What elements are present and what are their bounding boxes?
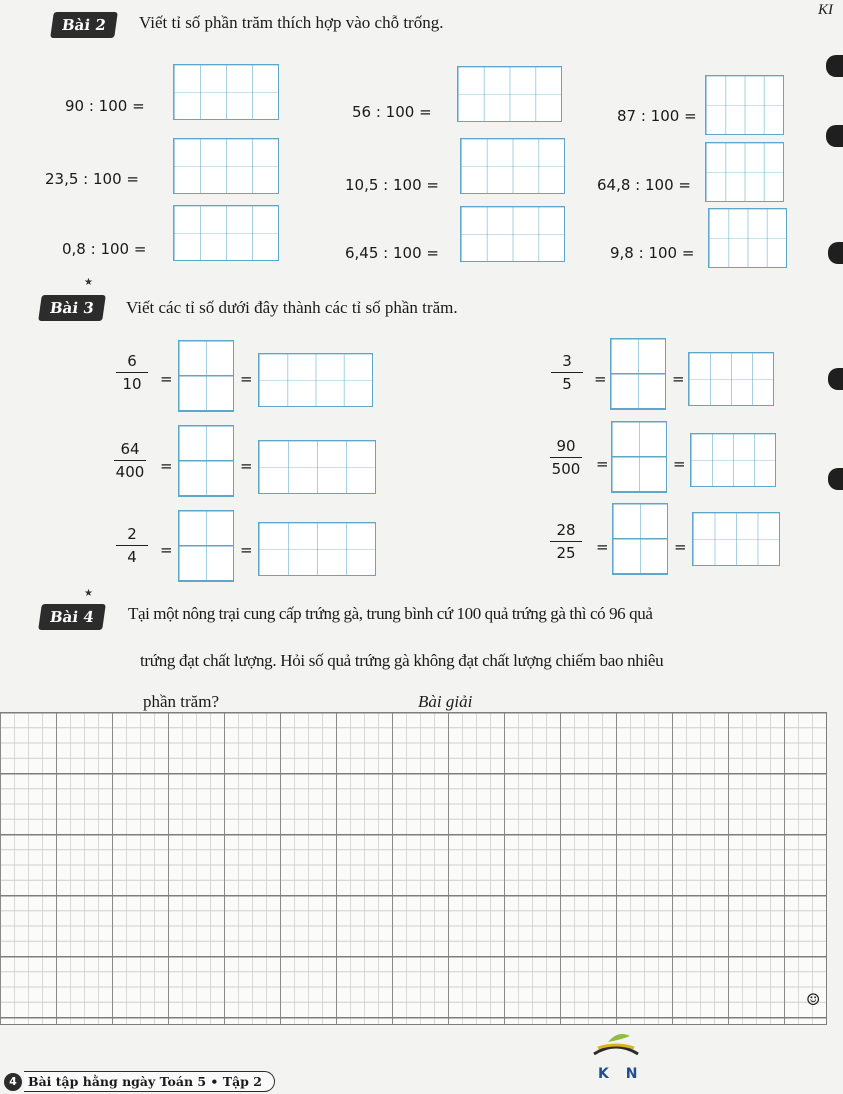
star-icon: ★ <box>84 588 93 599</box>
answer-box[interactable] <box>173 64 279 120</box>
equals-sign: = <box>240 370 253 388</box>
percent-answer-box[interactable] <box>258 353 373 407</box>
bai2-expr-6: 64,8 : 100 = <box>597 176 691 194</box>
bai2-expr-3: 87 : 100 = <box>617 107 697 125</box>
bai2-badge: Bài 2 <box>50 12 117 38</box>
answer-box[interactable] <box>708 208 787 268</box>
page-number: 4 <box>4 1073 22 1091</box>
fraction-answer-box[interactable] <box>610 338 666 410</box>
side-decoration-2 <box>826 125 843 147</box>
mascot-icon: ☺ <box>806 990 821 1009</box>
equals-sign: = <box>672 370 685 388</box>
side-decoration-4 <box>828 368 843 390</box>
bai2-expr-5: 10,5 : 100 = <box>345 176 439 194</box>
fraction-answer-box[interactable] <box>178 340 234 412</box>
side-decoration-1 <box>826 55 843 77</box>
equals-sign: = <box>160 457 173 475</box>
equals-sign: = <box>160 370 173 388</box>
equals-sign: = <box>594 370 607 388</box>
side-decoration-5 <box>828 468 843 490</box>
book-logo-icon <box>586 1028 646 1068</box>
book-title: Bài tập hằng ngày Toán 5 • Tập 2 <box>24 1071 275 1092</box>
equals-sign: = <box>240 457 253 475</box>
bai3-instruction: Viết các tỉ số dưới đây thành các tỉ số phần trăm. <box>126 298 458 317</box>
percent-answer-box[interactable] <box>258 440 376 494</box>
bai4-line-3: phần trăm? <box>143 692 219 711</box>
answer-box[interactable] <box>460 138 565 194</box>
logo-text: K N <box>598 1066 644 1082</box>
answer-box[interactable] <box>460 206 565 262</box>
bai4-line-2: trứng đạt chất lượng. Hỏi số quả trứng gà không đạt chất lượng chiếm bao nhiêu <box>140 651 664 670</box>
answer-box[interactable] <box>705 142 784 202</box>
side-decoration-3 <box>828 242 843 264</box>
bai2-expr-9: 9,8 : 100 = <box>610 244 695 262</box>
equals-sign: = <box>240 541 253 559</box>
equals-sign: = <box>673 455 686 473</box>
corner-text: KI <box>818 2 833 18</box>
bai2-expr-7: 0,8 : 100 = <box>62 240 147 258</box>
star-icon: ★ <box>84 277 93 288</box>
fraction: 64 400 <box>115 440 145 481</box>
fraction-answer-box[interactable] <box>178 510 234 582</box>
percent-answer-box[interactable] <box>258 522 376 576</box>
fraction: 3 5 <box>545 352 589 393</box>
bai2-instruction: Viết tỉ số phần trăm thích hợp vào chỗ trống. <box>139 13 444 32</box>
equals-sign: = <box>674 538 687 556</box>
solution-grid[interactable] <box>0 712 827 1025</box>
fraction-answer-box[interactable] <box>612 503 668 575</box>
bai2-expr-8: 6,45 : 100 = <box>345 244 439 262</box>
equals-sign: = <box>596 455 609 473</box>
equals-sign: = <box>160 541 173 559</box>
answer-box[interactable] <box>173 205 279 261</box>
bai4-line-1: Tại một nông trại cung cấp trứng gà, trung bình cứ 100 quả trứng gà thì có 96 quả <box>128 604 653 623</box>
percent-answer-box[interactable] <box>692 512 780 566</box>
bai4-badge: Bài 4 <box>38 604 105 630</box>
equals-sign: = <box>596 538 609 556</box>
answer-box[interactable] <box>457 66 562 122</box>
percent-answer-box[interactable] <box>690 433 776 487</box>
bai2-expr-1: 90 : 100 = <box>65 97 145 115</box>
solution-label: Bài giải <box>418 692 473 711</box>
answer-box[interactable] <box>173 138 279 194</box>
fraction: 28 25 <box>544 521 588 562</box>
fraction: 90 500 <box>551 437 581 478</box>
fraction-answer-box[interactable] <box>611 421 667 493</box>
bai3-badge: Bài 3 <box>38 295 105 321</box>
fraction: 2 4 <box>110 525 154 566</box>
fraction-answer-box[interactable] <box>178 425 234 497</box>
bai2-expr-4: 23,5 : 100 = <box>45 170 139 188</box>
fraction: 6 10 <box>110 352 154 393</box>
answer-box[interactable] <box>705 75 784 135</box>
bai2-expr-2: 56 : 100 = <box>352 103 432 121</box>
percent-answer-box[interactable] <box>688 352 774 406</box>
